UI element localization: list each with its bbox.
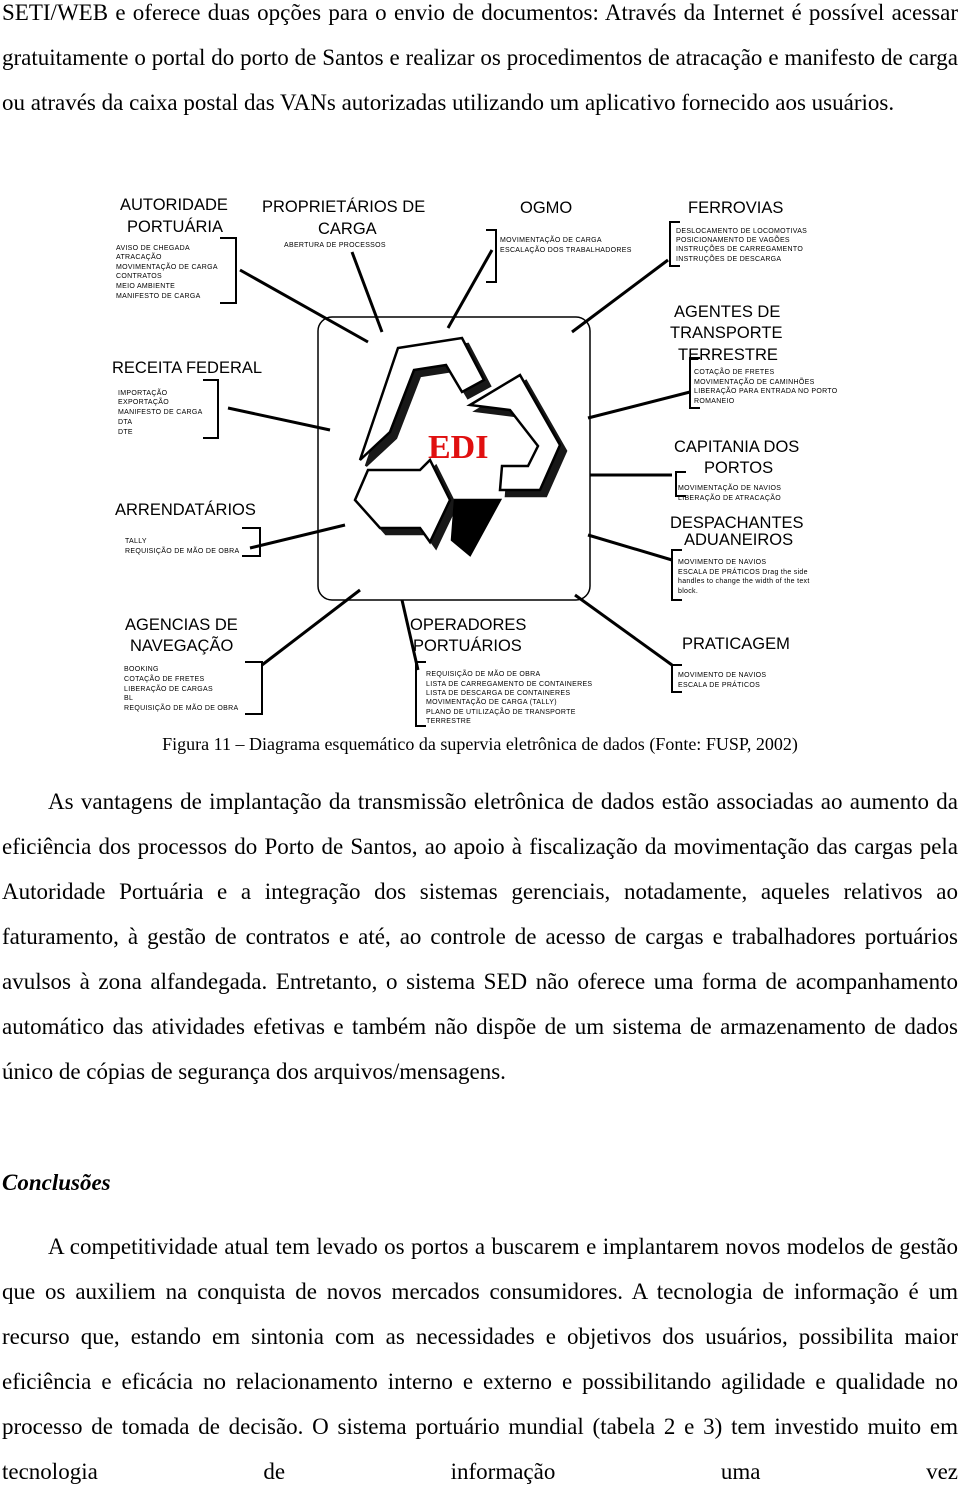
despachantes-item: handles to change the width of the text (678, 578, 810, 585)
praticagem-item: MOVIMENTO DE NAVIOS (678, 672, 767, 679)
agentes-item: MOVIMENTAÇÃO DE CAMINHÕES (694, 379, 815, 386)
operadores-title: OPERADORES (410, 616, 527, 634)
operadores-item: LISTA DE DESCARGA DE CONTAINERES (426, 690, 571, 697)
operadores-item: REQUISIÇÃO DE MÃO DE OBRA (426, 671, 541, 678)
agentes-item: COTAÇÃO DE FRETES (694, 369, 775, 376)
figure-caption: Figura 11 – Diagrama esquemático da supervia eletrônica de dados (Fonte: FUSP, 2002) (162, 734, 798, 754)
receita-item: DTA (118, 419, 133, 426)
ferrovias-item: POSICIONAMENTO DE VAGÕES (676, 237, 790, 244)
operadores-item: MOVIMENTAÇÃO DE CARGA (TALLY) (426, 699, 557, 706)
arrendatarios-title: ARRENDATÁRIOS (115, 501, 256, 519)
receita-item: IMPORTAÇÃO (118, 390, 168, 397)
autoridade-item: MOVIMENTAÇÃO DE CARGA (116, 264, 218, 271)
ferrovias-item: INSTRUÇÕES DE DESCARGA (676, 256, 782, 263)
agentes-title-2: TRANSPORTE (670, 324, 783, 342)
edi-label: EDI (428, 429, 489, 466)
operadores-item: LISTA DE CARREGAMENTO DE CONTAINERES (426, 681, 593, 688)
proprietarios-title: PROPRIETÁRIOS DE (262, 198, 426, 216)
agentes-title-3: TERRESTRE (678, 346, 778, 364)
arrendatarios-item: TALLY (125, 538, 147, 545)
praticagem-title: PRATICAGEM (682, 635, 790, 653)
autoridade-item: MEIO AMBIENTE (116, 283, 176, 290)
agencias-title-2: NAVEGAÇÃO (130, 637, 234, 655)
agentes-item: ROMANEIO (694, 398, 735, 405)
agencias-item: COTAÇÃO DE FRETES (124, 676, 205, 683)
ferrovias-item: INSTRUÇÕES DE CARREGAMENTO (676, 246, 804, 253)
section-heading: Conclusões (2, 1170, 111, 1195)
agencias-item: BL (124, 695, 134, 702)
despachantes-title: DESPACHANTES (670, 514, 804, 532)
despachantes-item: block. (678, 588, 699, 595)
capitania-title-2: PORTOS (704, 459, 774, 477)
autoridade-item: CONTRATOS (116, 273, 162, 280)
praticagem-item: ESCALA DE PRÁTICOS (678, 682, 761, 689)
receita-item: DTE (118, 429, 133, 436)
autoridade-item: ATRACAÇÃO (116, 254, 162, 261)
ferrovias-title: FERROVIAS (688, 199, 784, 217)
agencias-item: BOOKING (124, 666, 159, 673)
ogmo-item: MOVIMENTAÇÃO DE CARGA (500, 237, 602, 244)
receita-item: MANIFESTO DE CARGA (118, 409, 203, 416)
ferrovias-item: DESLOCAMENTO DE LOCOMOTIVAS (676, 228, 808, 235)
body-paragraph: As vantagens de implantação da transmissão eletrônica de dados estão associadas ao aumento da eficiência dos processos do Porto de Santos, ao apoio à fiscalização da movimentação das cargas pela Autoridade Portuária e a integração dos sistemas gerenciais, notadamente, aqueles relativos ao faturamento, à gestão de contratos e até, ao controle de acesso de cargas e trabalhadores portuários avulsos à zona alfandegada. Entretanto, o sistema SED não oferece uma forma de acompanhamento automático das atividades efetivas e também não dispõe de um sistema de armazenamento de dados único de cópias de segurança dos arquivos/mensagens. (2, 789, 958, 1084)
capitania-title: CAPITANIA DOS (674, 438, 800, 456)
arrendatarios-item: REQUISIÇÃO DE MÃO DE OBRA (125, 548, 240, 555)
receita-title: RECEITA FEDERAL (112, 359, 263, 377)
autoridade-title: AUTORIDADE (120, 196, 228, 214)
operadores-title-2: PORTUÁRIOS (413, 637, 522, 655)
agentes-title: AGENTES DE (674, 303, 781, 321)
agencias-item: LIBERAÇÃO DE CARGAS (124, 686, 213, 693)
intro-paragraph: SETI/WEB e oferece duas opções para o envio de documentos: Através da Internet é possível acessar gratuitamente o portal do porto de Santos e realizar os procedimentos de atracação e manifesto de carga ou através da caixa postal das VANs autorizadas utilizando um aplicativo fornecido aos usuários. (2, 0, 958, 115)
ogmo-item: ESCALAÇÃO DOS TRABALHADORES (500, 247, 632, 254)
autoridade-title-2: PORTUÁRIA (127, 218, 223, 236)
despachantes-item: ESCALA DE PRÁTICOS Drag the side (678, 569, 808, 576)
despachantes-item: MOVIMENTO DE NAVIOS (678, 559, 767, 566)
capitania-item: MOVIMENTAÇÃO DE NAVIOS (678, 485, 782, 492)
proprietarios-item: ABERTURA DE PROCESSOS (284, 242, 386, 249)
edi-diagram (0, 170, 960, 730)
conclusion-paragraph: A competitividade atual tem levado os portos a buscarem e implantarem novos modelos de gestão que os auxiliem na conquista de novos mercados consumidores. A tecnologia de informação é um recurso que, estando em sintonia com as necessidades e objetivos dos usuários, possibilita maior eficiência e eficácia no relacionamento interno e externo e possibilitando agilidade e qualidade no processo de tomada de decisão. O sistema portuário mundial (tabela 2 e 3) tem investido muito em tecnologia de informação uma vez (2, 1234, 958, 1484)
capitania-item: LIBERAÇÃO DE ATRACAÇÃO (678, 495, 781, 502)
agencias-title: AGENCIAS DE (125, 616, 238, 634)
despachantes-title-2: ADUANEIROS (684, 531, 794, 549)
agencias-item: REQUISIÇÃO DE MÃO DE OBRA (124, 705, 239, 712)
ogmo-title: OGMO (520, 199, 573, 217)
receita-item: EXPORTAÇÃO (118, 399, 169, 406)
autoridade-item: AVISO DE CHEGADA (116, 245, 190, 252)
operadores-item: TERRESTRE (426, 718, 472, 725)
operadores-item: PLANO DE UTILIZAÇÃO DE TRANSPORTE (426, 709, 576, 716)
agentes-item: LIBERAÇÃO PARA ENTRADA NO PORTO (694, 388, 838, 395)
proprietarios-title-2: CARGA (318, 220, 377, 238)
autoridade-item: MANIFESTO DE CARGA (116, 293, 201, 300)
